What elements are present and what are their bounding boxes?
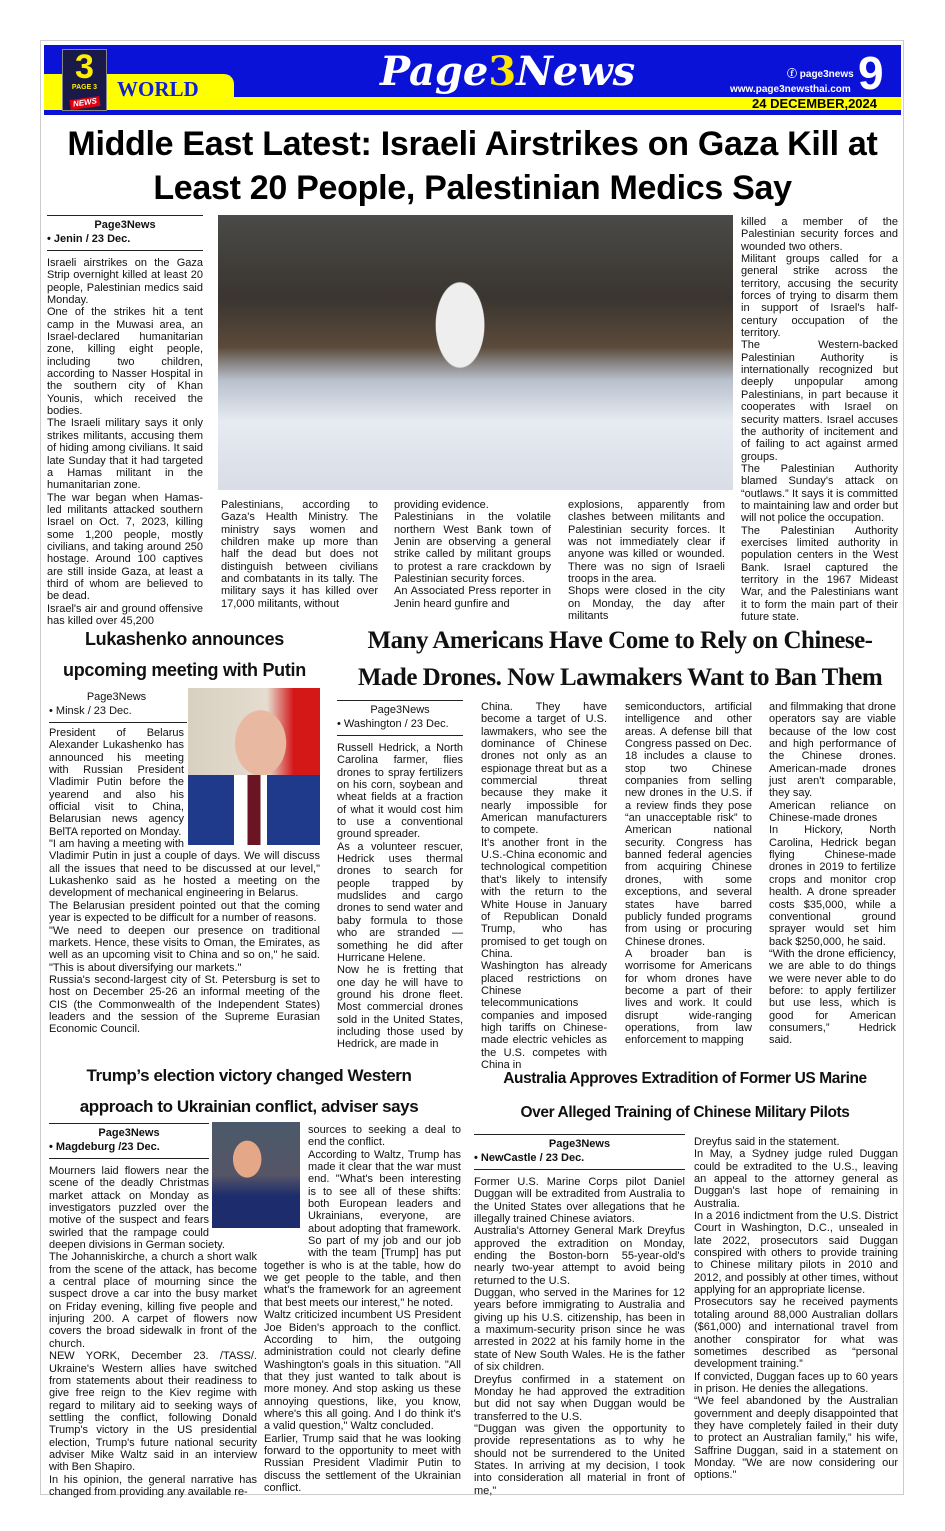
paragraph: Dreyfus said in the statement. (694, 1136, 840, 1148)
paragraph: The Palestinian Authority exercises limited authority in population centers in the West Bank. Israel captured the territory in the 1967 Mideast War, and the Palestinians want it to form the main part of their future state. (741, 524, 898, 623)
paragraph: A broader ban is worrisome for Americans for whom drones have become a part of their lives and work. It could disrupt wide-ranging operations, from law enforcement to mapping (625, 947, 752, 1047)
paragraph: sources to seeking a deal to end the conflict. (308, 1124, 461, 1149)
headline-line: Many Americans Have Come to Rely on Chinese- (367, 627, 873, 654)
paragraph: "We need to deepen our presence on traditional markets. Hence, these visits to Oman, the Emirates, as well as an upcoming visit to China and so on," he said. "This is about diversifying our markets." (49, 924, 320, 974)
paragraph: Shops were closed in the city on Monday, the day after militants (568, 585, 725, 623)
headline-line: Made Drones. Now Lawmakers Want to Ban Them (357, 664, 883, 691)
paragraph: According to Waltz, Trump has made it clear that the war must end. "What's been interesting is to see all of these shifts: both European leaders and Ukrainians, everyone, are about adopting that framework. So part of my job and our job with the team [Trump] has put together is who is at the table, how do we get people to the table, and then what's the framework for an agreement that best meets our interest," he noted. (264, 1148, 461, 1309)
article-drones-col-4 (769, 701, 896, 1047)
paragraph: Waltz criticized incumbent US President Joe Biden's approach to the conflict. According to him, the outgoing administration could not clearly define Washington's goals in this situation. "All that they just wanted to talk about is more money. And stop asking us these annoying questions, like, you know, where's this all going. And I do think it's a valid question," Waltz concluded. (264, 1309, 461, 1433)
paragraph: If convicted, Duggan faces up to 60 years in prison. He denies the allegations. (694, 1370, 898, 1395)
page-number: 9 (858, 47, 884, 99)
facebook-icon: ⓕ (787, 69, 800, 80)
paragraph: The Johanniskirche, a church a short walk from the scene of the attack, has become a central place of mourning since the suspect drove a car into the busy market on Friday evening, killing five people and injuring 200. A carpet of flowers now covers the broad sidewalk in front of the church. (49, 1251, 257, 1350)
brand-post: News (516, 48, 636, 95)
logo-sub: PAGE 3 (71, 84, 98, 91)
byline-dateline: • Washington / 23 Dec. (337, 718, 449, 730)
paragraph: President of Belarus Alexander Lukashenko has announced his meeting with Russian President Vladimir Putin before the yearend and also his official visit to China, Belarusian news agency BelTA reported on Monday. (49, 727, 184, 838)
facebook-text: page3news (799, 69, 854, 80)
paragraph: Australia's Attorney General Mark Dreyfus approved the extradition on Monday, ending the Boston-born 55-year-old's nearly two-year attempt to avoid being returned to the U.S. (474, 1225, 685, 1287)
article-australia-col-2 (694, 1136, 898, 1482)
paragraph: Mourners laid flowers near the scene of the deadly Christmas market attack on Monday as investigators puzzled over the motive of the suspect and fears swirled that the rampage could deepen divisions in German society. (49, 1165, 225, 1252)
paragraph: Earlier, Trump said that he was looking forward to the opportunity to meet with Russian President Vladimir Putin to discuss the settlement of the Ukrainian conflict. (264, 1432, 461, 1494)
article-gaza-col-3 (394, 499, 551, 610)
paragraph: Palestinians, according to Gaza's Health Ministry. The ministry says women and children make up more than half the dead but does not distinguish between civilians and combatants in its tally. The military says it has killed over 17,000 militants, without (221, 499, 378, 610)
paragraph: Russell Hedrick, a North Carolina farmer, flies drones to spray fertilizers on his corn, soybean and wheat fields at a fraction of what it would cost him to use a conventional ground spreader. (337, 742, 463, 841)
facebook-handle (787, 69, 854, 81)
byline (474, 1134, 685, 1170)
article-drones-col-3 (625, 701, 752, 1047)
paragraph: Militant groups called for a general strike across the territory, accusing the security forces of trying to disarm them in support of Israel's half-century occupation of the territory. (741, 253, 898, 340)
paragraph: American reliance on Chinese-made drones (769, 799, 896, 825)
paragraph: China. They have become a target of U.S. lawmakers, who see the dominance of Chinese drones not only as an espionage threat but as a commercial threat because they make it nearly impossible for American manufacturers to compete. (481, 701, 607, 837)
website: www.page3newsthai.com (730, 84, 851, 95)
paragraph: One of the strikes hit a tent camp in the Muwasi area, an Israel-declared humanitarian zone, killing eight people, including two children, according to Nasser Hospital in the southern city of Khan Younis, which received the bodies. (47, 306, 203, 418)
headline-line: upcoming meeting with Putin (63, 660, 306, 680)
brand-num: 3 (488, 48, 517, 95)
paragraph: In May, a Sydney judge ruled Duggan could be extradited to the U.S., leaving an appeal to the attorney general as Duggan's last hope of remaining in Australia. (694, 1148, 898, 1210)
byline-dateline: • Magdeburg /23 Dec. (49, 1141, 160, 1153)
paragraph: Washington has already placed restrictions on Chinese telecommunications companies and imposed high tariffs on Chinese-made electric vehicles as the U.S. competes with China in (481, 960, 607, 1071)
byline-source: Page3News (548, 1138, 611, 1150)
article-gaza-col-4 (568, 499, 725, 622)
paragraph: Former U.S. Marine Corps pilot Daniel Duggan will be extradited from Australia to the United States over allegations that he illegally trained Chinese aviators. (474, 1176, 685, 1226)
paragraph: The Western-backed Palestinian Authority is internationally recognized but deeply unpopular among Palestinians, in part because it cooperates with Israel on security matters. Israel accuses the authority of incitement and of failing to act against armed groups. (741, 339, 898, 463)
article-gaza-col-5 (741, 216, 898, 623)
headline-line: approach to Ukrainian conflict, adviser says (79, 1097, 419, 1116)
paragraph: In a 2016 indictment from the U.S. District Court in Washington, D.C., unsealed in late 2022, prosecutors said Duggan conspired with others to provide training to Chinese military pilots in 2010 and 2012, and possibly at other times, without applying for an appropriate license. (694, 1210, 898, 1297)
article-gaza-col-1 (47, 215, 203, 627)
logo-news: NEWS (69, 96, 100, 110)
paragraph: Now he is fretting that one day he will have to ground his drone fleet. Most commercial drones sold in the United States, including those used by Hedrick, are made in (337, 964, 463, 1051)
article-drones-col-1 (337, 700, 463, 1051)
section-label: WORLD (117, 77, 199, 101)
paragraph: “With the drone efficiency, we are able to do things we were never able to do before: to apply fertilizer but use less, which is good for American consumers,” Hedrick said. (769, 947, 896, 1047)
article-drones-col-2 (481, 701, 607, 1071)
paragraph: killed a member of the Palestinian security forces and wounded two others. (741, 216, 898, 253)
paragraph: An Associated Press reporter in Jenin heard gunfire and (394, 585, 551, 610)
headline-drones (340, 622, 900, 696)
headline-line: Australia Approves Extradition of Former US Marine (503, 1070, 867, 1087)
byline (49, 1123, 209, 1159)
paragraph: and filmmaking that drone operators say are viable because of the low cost and high performance of the Chinese drones. American-made drones just aren't comparable, they say. (769, 701, 896, 800)
paragraph: “We feel abandoned by the Australian government and deeply disappointed that they have completely failed in their duty to protect an Australian family,” his wife, Saffrine Duggan, said in a statement on Monday. "We are now considering our options." (694, 1395, 898, 1482)
byline-source: Page3News (370, 704, 430, 716)
paragraph: Prosecutors say he received payments totaling around 88,000 Australian dollars ($61,000) and international travel from another conspirator for what was sometimes described as “personal development training.” (694, 1296, 898, 1371)
paragraph: The Palestinian Authority blamed Sunday's attack on “outlaws.” It says it is committed to maintaining law and order but will not police the occupation. (741, 462, 898, 525)
paragraph: Palestinians in the volatile northern West Bank town of Jenin are observing a general strike called by militant groups to protest a rare crackdown by Palestinian security forces. (394, 511, 551, 586)
headline-lukashenko (47, 624, 322, 686)
byline-source: Page3News (98, 1127, 160, 1139)
paragraph: The war began when Hamas-led militants attacked southern Israel on Oct. 7, 2023, killing some 1,200 people, mostly civilians, and taking around 250 hostage. Around 100 captives are still inside Gaza, at least a third of whom are believed to be dead. (47, 491, 203, 603)
article-trump-col-1 (49, 1123, 257, 1498)
byline-dateline: • Jenin / 23 Dec. (47, 233, 131, 245)
brand-title (380, 47, 635, 97)
paragraph: NEW YORK, December 23. /TASS/. Ukraine's Western allies have switched from statements about their readiness to give free reign to the Kiev regime with regard to military aid to seeking ways of settling the conflict, following Donald Trump's victory in the US presidential election, Trump's future national security adviser Mike Waltz said in an interview with Ben Shapiro. (49, 1350, 257, 1474)
paragraph: It's another front in the U.S.-China economic and technological competition that's likely to intensify with the return to the White House in January of Republican Donald Trump, who has promised to get tough on China. (481, 836, 607, 960)
paragraph: Russia's second-largest city of St. Petersburg is set to host on December 25-26 an informal meeting of the CIS (the Commonwealth of the Independent States) leaders and the session of the Supreme Eurasian Economic Council. (49, 973, 320, 1036)
page3-logo (62, 49, 107, 111)
article-gaza-col-2 (221, 499, 378, 610)
headline-trump (44, 1060, 454, 1122)
paragraph: semiconductors, artificial intelligence and other areas. A defense bill that Congress passed on Dec. 18 includes a clause to stop two Chinese companies from selling new drones in the U.S. if a review finds they pose “an unacceptable risk” to American national security. Congress has banned federal agencies from acquiring Chinese drones, with some exceptions, and several states have barred publicly funded programs from using or procuring Chinese drones. (625, 701, 752, 948)
paragraph: The Israeli military says it only strikes militants, accusing them of hiding among civilians. It said late Sunday that it had targeted a Hamas militant in the humanitarian zone. (47, 417, 203, 492)
headline-australia (470, 1062, 900, 1130)
article-australia-col-1 (474, 1134, 685, 1497)
paragraph: Dreyfus confirmed in a statement on Monday he had approved the extradition but did not say when Duggan would be transferred to the U.S. (474, 1373, 685, 1423)
brand-pre: Page (380, 48, 489, 95)
paragraph: "Duggan was given the opportunity to provide representations as to why he should not be surrendered to the United States. In arriving at my decision, I took into consideration all material in front of me," (474, 1422, 685, 1497)
byline-dateline: • NewCastle / 23 Dec. (474, 1152, 585, 1164)
paragraph: In Hickory, North Carolina, Hedrick began flying Chinese-made drones in 2019 to fertilize crops and monitor crop health. A drone spreader costs $35,000, while a conventional ground sprayer would set him back $250,000, he said. (769, 824, 896, 948)
headline-gaza: Middle East Latest: Israeli Airstrikes on Gaza Kill at Least 20 People, Palestinian Medics Say (67, 125, 878, 207)
article-trump-col-2 (264, 1124, 461, 1494)
paragraph: The Belarusian president pointed out that the coming year is expected to be difficult for a number of reasons. (49, 899, 320, 925)
headline-line: Trump’s election victory changed Western (86, 1066, 412, 1085)
byline-source: Page3News (94, 219, 156, 231)
paragraph: "I am having a meeting with Vladimir Putin in just a couple of days. We will discuss all the issues that need to be discussed at our level," Lukashenko said as he hosted a meeting on the development of mechanical engineering in Belarus. (49, 838, 320, 900)
paragraph: Israeli airstrikes on the Gaza Strip overnight killed at least 20 people, Palestinian medics said Monday. (47, 257, 203, 307)
paragraph: providing evidence. (394, 499, 489, 511)
article-lukashenko (49, 688, 320, 1036)
headline-line: Lukashenko announces (84, 629, 285, 649)
logo-number: 3 (75, 48, 94, 86)
byline (49, 688, 187, 723)
byline (337, 700, 463, 736)
paragraph: explosions, apparently from clashes between militants and Palestinian security forces. It was not immediately clear if anyone was killed or wounded. There was no sign of Israeli troops in the area. (568, 499, 725, 586)
byline (47, 215, 203, 251)
byline-dateline: • Minsk / 23 Dec. (49, 705, 132, 717)
paragraph: In his opinion, the general narrative has changed from providing any available re- (49, 1473, 257, 1498)
issue-date: 24 DECEMBER,2024 (752, 96, 877, 111)
paragraph: Duggan, who served in the Marines for 12 years before immigrating to Australia and giving up his U.S. citizenship, has been in a maximum-security prison since he was arrested in 2022 at his family home in the state of New South Wales. He is the father of six children. (474, 1287, 685, 1374)
gaza-funeral-photo (218, 215, 733, 490)
byline-source: Page3News (86, 691, 147, 703)
paragraph: As a volunteer rescuer, Hedrick uses thermal drones to search for people trapped by mudslides and cargo drones to send water and baby formula to those who are stranded — something he did after Hurricane Helene. (337, 840, 463, 964)
headline-line: Over Alleged Training of Chinese Military Pilots (520, 1104, 850, 1121)
paragraph: Israel's air and ground offensive has killed over 45,200 (47, 602, 203, 627)
